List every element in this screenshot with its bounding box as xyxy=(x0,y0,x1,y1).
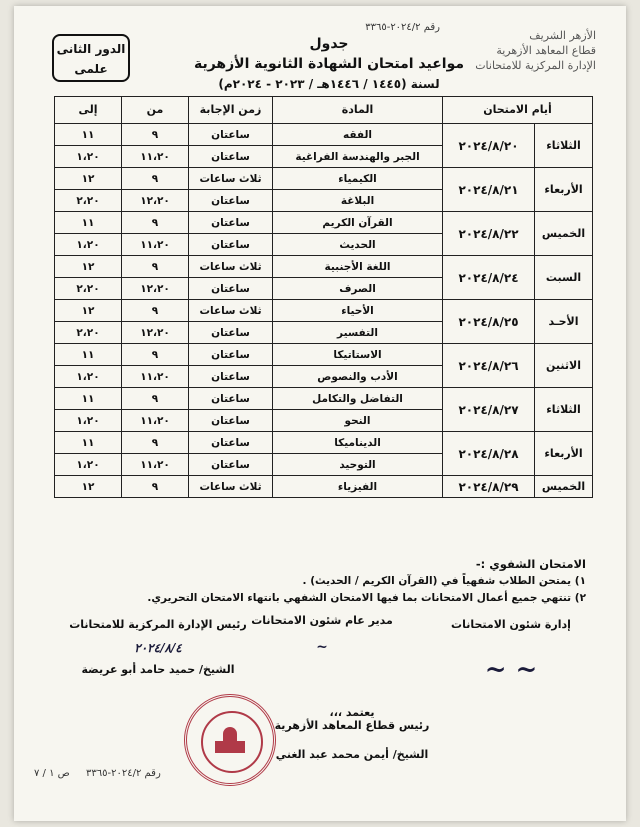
exam-end-time: ٢،٢٠ xyxy=(55,278,122,300)
exam-start-time: ١١،٢٠ xyxy=(122,234,189,256)
exam-duration: ساعتان xyxy=(189,432,273,454)
sector-head-title: رئيس قطاع المعاهد الأزهرية xyxy=(274,719,430,732)
signature-exams-admin xyxy=(436,618,586,685)
table-row xyxy=(55,388,593,410)
exam-day: الثلاثاء xyxy=(535,124,593,168)
exam-day: الأربعاء xyxy=(535,168,593,212)
exam-duration: ساعتان xyxy=(189,190,273,212)
exam-end-time: ١١ xyxy=(55,344,122,366)
central-date: ٢٠٢٤/٨/٤ xyxy=(134,641,182,655)
exam-end-time: ١،٢٠ xyxy=(55,146,122,168)
exam-subject: الحديث xyxy=(273,234,443,256)
exam-start-time: ٩ xyxy=(122,476,189,498)
exam-end-time: ٢،٢٠ xyxy=(55,322,122,344)
col-to: إلى xyxy=(55,97,122,124)
exam-date: ٢٠٢٤/٨/٢٧ xyxy=(443,388,535,432)
exam-start-time: ١١،٢٠ xyxy=(122,410,189,432)
exam-subject: التفاضل والتكامل xyxy=(273,388,443,410)
exam-subject: الصرف xyxy=(273,278,443,300)
exam-subject: الاستاتيكا xyxy=(273,344,443,366)
exam-day: الأحـد xyxy=(535,300,593,344)
exam-subject: اللغة الأجنبية xyxy=(273,256,443,278)
approval-block xyxy=(252,706,452,761)
exam-schedule-table xyxy=(54,96,593,498)
handwritten-signature-icon: ~ ~ xyxy=(484,655,538,685)
exam-start-time: ٩ xyxy=(122,300,189,322)
note-2: ٢) تنتهي جميع أعمال الامتحانات بما فيها الامتحان الشفهي بانتهاء الامتحان التحريري. xyxy=(147,592,586,604)
org-line-1: الأزهر الشريف xyxy=(529,29,596,42)
exam-subject: الأدب والنصوص xyxy=(273,366,443,388)
document-title xyxy=(184,34,474,94)
exam-subject: البلاغة xyxy=(273,190,443,212)
exam-start-time: ٩ xyxy=(122,344,189,366)
col-duration: زمن الإجابة xyxy=(189,97,273,124)
title-line-3: لسنة (١٤٤٥ / ١٤٤٦هـ / ٢٠٢٣ - ٢٠٢٤م) xyxy=(218,77,440,91)
table-row xyxy=(55,212,593,234)
exam-subject: القرآن الكريم xyxy=(273,212,443,234)
exam-subject: الأحياء xyxy=(273,300,443,322)
initials-signature-icon: ~ xyxy=(316,639,328,655)
exam-end-time: ١،٢٠ xyxy=(55,366,122,388)
page-number: ص ١ / ٧ xyxy=(34,768,70,779)
exam-date: ٢٠٢٤/٨/٢٥ xyxy=(443,300,535,344)
exam-end-time: ١١ xyxy=(55,388,122,410)
exam-duration: ساعتان xyxy=(189,388,273,410)
exam-day: الخميس xyxy=(535,212,593,256)
exam-duration: ساعتان xyxy=(189,454,273,476)
exam-date: ٢٠٢٤/٨/٢٢ xyxy=(443,212,535,256)
exam-date: ٢٠٢٤/٨/٢١ xyxy=(443,168,535,212)
col-from: من xyxy=(122,97,189,124)
exam-end-time: ١،٢٠ xyxy=(55,454,122,476)
exam-start-time: ١١،٢٠ xyxy=(122,366,189,388)
exam-end-time: ١١ xyxy=(55,212,122,234)
exam-start-time: ٩ xyxy=(122,256,189,278)
exam-duration: ثلاث ساعات xyxy=(189,476,273,498)
exam-end-time: ١،٢٠ xyxy=(55,234,122,256)
central-head-name: الشيخ/ حميد حامد أبو عريضة xyxy=(81,663,235,676)
exam-duration: ساعتان xyxy=(189,146,273,168)
exam-day: السبت xyxy=(535,256,593,300)
org-line-3: الإدارة المركزية للامتحانات xyxy=(475,59,596,72)
signature-central-head xyxy=(58,618,258,676)
exam-date: ٢٠٢٤/٨/٢٠ xyxy=(443,124,535,168)
title-line-1: جدول xyxy=(309,36,349,52)
exam-end-time: ١٢ xyxy=(55,300,122,322)
notes-heading: الامتحان الشفوي :- xyxy=(475,557,586,571)
table-row xyxy=(55,344,593,366)
exam-duration: ثلاث ساعات xyxy=(189,256,273,278)
exam-subject: الكيمياء xyxy=(273,168,443,190)
table-row xyxy=(55,256,593,278)
exam-end-time: ١٢ xyxy=(55,168,122,190)
exam-date: ٢٠٢٤/٨/٢٤ xyxy=(443,256,535,300)
exam-subject: الفيزياء xyxy=(273,476,443,498)
table-header-row xyxy=(55,97,593,124)
round-label: الدور الثانى xyxy=(56,42,126,56)
exam-duration: ساعتان xyxy=(189,410,273,432)
exam-end-time: ١٢ xyxy=(55,256,122,278)
exam-duration: ساعتان xyxy=(189,124,273,146)
exam-duration: ثلاث ساعات xyxy=(189,300,273,322)
exam-subject: النحو xyxy=(273,410,443,432)
exam-day: الاثنين xyxy=(535,344,593,388)
exam-start-time: ٩ xyxy=(122,388,189,410)
exam-start-time: ١٢،٢٠ xyxy=(122,190,189,212)
sector-head-name: الشيخ/ أيمن محمد عبد الغني xyxy=(275,748,429,761)
exam-day: الأربعاء xyxy=(535,432,593,476)
org-line-2: قطاع المعاهد الأزهرية xyxy=(496,44,596,57)
table-row xyxy=(55,476,593,498)
exam-end-time: ٢،٢٠ xyxy=(55,190,122,212)
central-head-title: رئيس الإدارة المركزية للامتحانات xyxy=(69,618,247,631)
exams-admin-title: إدارة شئون الامتحانات xyxy=(451,618,571,631)
col-days: أيام الامتحان xyxy=(443,97,593,124)
exam-date: ٢٠٢٤/٨/٢٩ xyxy=(443,476,535,498)
table-row xyxy=(55,124,593,146)
reference-number-top: رقم ٢٠٢٤/٢-٣٣٦٥ xyxy=(365,22,440,33)
exam-start-time: ١١،٢٠ xyxy=(122,454,189,476)
exam-start-time: ٩ xyxy=(122,168,189,190)
general-manager-title: مدير عام شئون الامتحانات xyxy=(251,614,393,627)
note-1: ١) يمتحن الطلاب شفهياً في (القرآن الكريم / الحديث) . xyxy=(302,575,586,587)
col-subject: المادة xyxy=(273,97,443,124)
track-label: علمى xyxy=(74,62,108,76)
exam-duration: ساعتان xyxy=(189,234,273,256)
exam-subject: الديناميكا xyxy=(273,432,443,454)
approve-label: يعتمد ،،، xyxy=(329,706,375,719)
exam-end-time: ١١ xyxy=(55,432,122,454)
exam-end-time: ١٢ xyxy=(55,476,122,498)
exam-subject: الفقه xyxy=(273,124,443,146)
exam-subject: التوحيد xyxy=(273,454,443,476)
exam-start-time: ٩ xyxy=(122,432,189,454)
exam-duration: ساعتان xyxy=(189,366,273,388)
exam-end-time: ١،٢٠ xyxy=(55,410,122,432)
exam-start-time: ٩ xyxy=(122,124,189,146)
notes-section xyxy=(46,556,586,607)
exam-duration: ساعتان xyxy=(189,212,273,234)
exam-duration: ساعتان xyxy=(189,322,273,344)
official-seal-icon xyxy=(184,694,276,786)
signature-general-manager xyxy=(242,614,402,655)
exam-start-time: ١٢،٢٠ xyxy=(122,322,189,344)
exam-duration: ثلاث ساعات xyxy=(189,168,273,190)
exam-day: الخميس xyxy=(535,476,593,498)
exam-start-time: ١١،٢٠ xyxy=(122,146,189,168)
table-row xyxy=(55,300,593,322)
exam-start-time: ٩ xyxy=(122,212,189,234)
exam-start-time: ١٢،٢٠ xyxy=(122,278,189,300)
exam-day: الثلاثاء xyxy=(535,388,593,432)
exam-end-time: ١١ xyxy=(55,124,122,146)
reference-number-bottom: رقم ٢٠٢٤/٢-٣٣٦٥ xyxy=(86,768,161,779)
exam-duration: ساعتان xyxy=(189,344,273,366)
exam-subject: التفسير xyxy=(273,322,443,344)
round-badge xyxy=(52,34,130,82)
exam-date: ٢٠٢٤/٨/٢٨ xyxy=(443,432,535,476)
exam-duration: ساعتان xyxy=(189,278,273,300)
table-row xyxy=(55,168,593,190)
exam-date: ٢٠٢٤/٨/٢٦ xyxy=(443,344,535,388)
title-line-2: مواعيد امتحان الشهادة الثانوية الأزهرية xyxy=(193,56,465,72)
table-row xyxy=(55,432,593,454)
exam-subject: الجبر والهندسة الفراغية xyxy=(273,146,443,168)
document-page xyxy=(14,6,626,821)
